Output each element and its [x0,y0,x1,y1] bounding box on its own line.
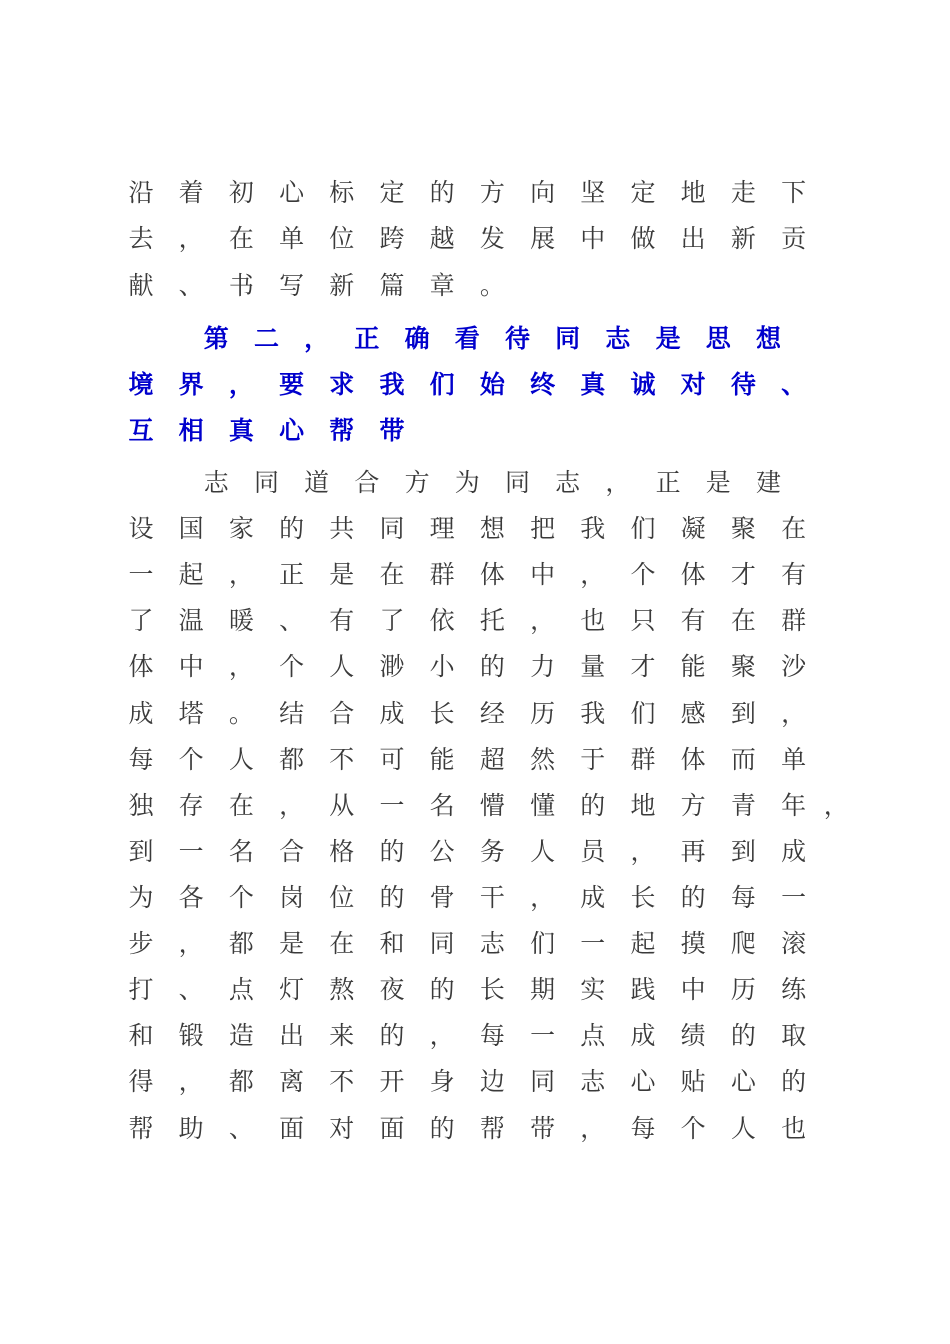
text-char: ， [630,837,656,866]
text-char: 历 [730,975,756,1004]
text-char: 了 [128,606,154,635]
text-char: 个 [178,745,204,774]
text-char: 长 [630,883,656,912]
text-char: 坚 [580,178,606,207]
text-char: 单 [781,745,807,774]
text-char: 而 [730,745,756,774]
text-char: 下 [781,178,807,207]
text-char: ， [580,560,606,589]
text-char: 、 [279,606,305,635]
text-char: ， [580,1114,606,1143]
text-line [0,219,950,259]
text-char: 献 [128,271,154,300]
text-char: 有 [781,560,807,589]
text-char: 都 [228,1067,254,1096]
text-char: 群 [781,606,807,635]
text-char: 的 [429,1114,455,1143]
text-char: 的 [479,652,505,681]
text-char: 岗 [279,883,305,912]
text-char: ， [304,324,330,353]
text-char: 真 [580,370,606,399]
text-char: 走 [730,178,756,207]
text-char: 去 [128,224,154,253]
text-char: 在 [228,224,254,253]
text-char: 心 [279,416,305,445]
section-heading-line [0,411,950,451]
text-char: 中 [178,652,204,681]
text-char: 书 [228,271,254,300]
text-char: 个 [680,1114,706,1143]
text-char: 青 [730,791,756,820]
text-line [0,970,950,1010]
text-char: 锻 [178,1021,204,1050]
text-char: 在 [379,560,405,589]
text-char: 各 [178,883,204,912]
text-char: 求 [329,370,355,399]
text-char: 在 [781,514,807,543]
text-char: 历 [530,699,556,728]
text-char: 从 [329,791,355,820]
text-char: ， [279,791,305,820]
text-char: 帮 [128,1114,154,1143]
text-char: 为 [128,883,154,912]
text-char: 。 [228,699,254,728]
text-char: 志 [580,1067,606,1096]
text-char: 懵 [479,791,505,820]
text-line [0,463,950,503]
text-char: 务 [479,837,505,866]
text-char: 一 [128,560,154,589]
text-char: ， [823,791,849,820]
text-char: 。 [479,271,505,300]
text-char: 名 [429,791,455,820]
text-char: 同 [379,514,405,543]
text-char: 志 [479,929,505,958]
text-char: 心 [730,1067,756,1096]
text-char: 聚 [730,514,756,543]
text-line [0,878,950,918]
text-char: 中 [680,975,706,1004]
text-char: 结 [279,699,305,728]
text-char: ， [178,1067,204,1096]
text-char: ， [178,224,204,253]
text-char: 地 [680,178,706,207]
text-char: 的 [379,883,405,912]
text-char: 才 [630,652,656,681]
text-char: 定 [379,178,405,207]
text-char: 一 [580,929,606,958]
text-char: 灯 [279,975,305,1004]
text-char: 向 [530,178,556,207]
text-char: 出 [279,1021,305,1050]
text-char: 步 [128,929,154,958]
text-char: 待 [730,370,756,399]
text-char: 是 [329,560,355,589]
text-char: 一 [379,791,405,820]
text-char: 力 [530,652,556,681]
text-char: 是 [279,929,305,958]
text-char: 同 [530,1067,556,1096]
text-char: 人 [730,1114,756,1143]
text-char: ， [228,652,254,681]
text-char: 的 [429,975,455,1004]
text-char: 着 [178,178,204,207]
text-char: 成 [128,699,154,728]
text-char: 渺 [379,652,405,681]
text-char: 成 [379,699,405,728]
text-char: 第 [203,324,229,353]
text-char: 越 [429,224,455,253]
text-char: 人 [228,745,254,774]
text-char: 到 [128,837,154,866]
text-char: 来 [329,1021,355,1050]
text-char: 的 [379,1021,405,1050]
text-line [0,601,950,641]
text-char: 造 [228,1021,254,1050]
text-char: 真 [228,416,254,445]
text-char: 章 [429,271,455,300]
text-char: 带 [530,1114,556,1143]
text-char: 聚 [730,652,756,681]
text-char: 超 [479,745,505,774]
text-char: 不 [329,745,355,774]
text-char: 到 [730,837,756,866]
text-char: 相 [178,416,204,445]
text-char: 得 [128,1067,154,1096]
text-char: 共 [329,514,355,543]
text-char: 打 [128,975,154,1004]
text-char: 群 [429,560,455,589]
text-char: 志 [605,324,631,353]
text-char: 期 [530,975,556,1004]
text-char: 是 [655,324,681,353]
text-char: 始 [479,370,505,399]
text-char: 帮 [479,1114,505,1143]
text-char: 正 [279,560,305,589]
text-char: 群 [630,745,656,774]
text-char: 一 [530,1021,556,1050]
text-char: 长 [429,699,455,728]
text-char: 志 [203,468,229,497]
text-char: 设 [128,514,154,543]
text-line [0,173,950,213]
text-char: 才 [730,560,756,589]
text-char: 练 [781,975,807,1004]
text-char: 身 [429,1067,455,1096]
text-char: 贴 [680,1067,706,1096]
text-char: 小 [429,652,455,681]
text-char: ， [530,606,556,635]
text-char: 同 [504,468,530,497]
text-char: 发 [479,224,505,253]
text-char: 建 [755,468,781,497]
text-char: 们 [630,514,656,543]
text-char: 正 [354,324,380,353]
text-char: 依 [429,606,455,635]
text-char: 于 [580,745,606,774]
text-char: 开 [379,1067,405,1096]
text-char: 的 [580,791,606,820]
text-char: 绩 [680,1021,706,1050]
text-char: 每 [630,1114,656,1143]
text-char: 帮 [329,416,355,445]
text-char: 只 [630,606,656,635]
text-char: 单 [279,224,305,253]
text-char: ， [228,560,254,589]
text-char: 合 [279,837,305,866]
text-char: 可 [379,745,405,774]
text-char: 格 [329,837,355,866]
text-char: 国 [178,514,204,543]
text-char: 标 [329,178,355,207]
text-char: 方 [479,178,505,207]
text-char: 也 [781,1114,807,1143]
text-char: 篇 [379,271,405,300]
section-heading-line [0,365,950,405]
text-char: 个 [279,652,305,681]
text-char: 、 [228,1114,254,1143]
text-line [0,509,950,549]
text-char: 一 [178,837,204,866]
text-char: 心 [279,178,305,207]
text-char: 新 [329,271,355,300]
text-char: 量 [580,652,606,681]
text-char: 能 [680,652,706,681]
text-char: 同 [429,929,455,958]
text-char: 心 [630,1067,656,1096]
text-char: 家 [228,514,254,543]
text-char: 摸 [680,929,706,958]
text-char: ， [530,883,556,912]
text-char: 干 [479,883,505,912]
text-char: 、 [781,370,807,399]
text-line [0,1109,950,1149]
text-char: 思 [705,324,731,353]
text-line [0,266,950,306]
text-char: 想 [479,514,505,543]
text-char: 感 [680,699,706,728]
text-char: 爬 [730,929,756,958]
text-char: 有 [329,606,355,635]
text-char: 公 [429,837,455,866]
text-char: 然 [530,745,556,774]
text-char: 点 [228,975,254,1004]
text-char: 骨 [429,883,455,912]
section-heading-line [0,319,950,359]
text-char: 在 [730,606,756,635]
text-char: 我 [580,699,606,728]
text-char: 面 [379,1114,405,1143]
text-char: 起 [178,560,204,589]
text-char: 经 [479,699,505,728]
text-char: 每 [730,883,756,912]
text-char: 了 [379,606,405,635]
text-char: 助 [178,1114,204,1143]
text-char: 沿 [128,178,154,207]
text-char: 取 [781,1021,807,1050]
text-char: 、 [178,975,204,1004]
text-char: 边 [479,1067,505,1096]
text-char: ， [228,370,254,399]
text-char: 名 [228,837,254,866]
text-char: 成 [580,883,606,912]
text-char: 中 [580,224,606,253]
text-char: 们 [530,929,556,958]
text-char: 新 [730,224,756,253]
text-line [0,647,950,687]
text-line [0,694,950,734]
text-char: 托 [479,606,505,635]
text-char: 员 [580,837,606,866]
text-char: 的 [781,1067,807,1096]
text-char: 成 [781,837,807,866]
text-char: 不 [329,1067,355,1096]
text-char: 到 [730,699,756,728]
text-char: 能 [429,745,455,774]
text-char: 境 [128,370,154,399]
text-line [0,740,950,780]
text-char: 道 [304,468,330,497]
text-char: 在 [329,929,355,958]
text-char: 位 [329,883,355,912]
text-char: 贡 [781,224,807,253]
text-char: 人 [530,837,556,866]
text-char: 都 [279,745,305,774]
text-char: 把 [530,514,556,543]
text-char: 合 [329,699,355,728]
text-char: 在 [228,791,254,820]
text-char: 想 [755,324,781,353]
text-char: 确 [404,324,430,353]
text-char: 起 [630,929,656,958]
text-char: 初 [228,178,254,207]
text-char: 同 [253,468,279,497]
text-char: 年 [781,791,807,820]
text-char: 待 [504,324,530,353]
text-char: 践 [630,975,656,1004]
text-char: 方 [404,468,430,497]
text-char: 夜 [379,975,405,1004]
text-char: 位 [329,224,355,253]
text-char: 合 [354,468,380,497]
text-char: 滚 [781,929,807,958]
text-char: 实 [580,975,606,1004]
text-char: 点 [580,1021,606,1050]
text-char: 是 [705,468,731,497]
text-char: 、 [178,271,204,300]
text-char: 诚 [630,370,656,399]
text-char: 出 [680,224,706,253]
text-char: 做 [630,224,656,253]
text-char: 和 [379,929,405,958]
text-char: 每 [479,1021,505,1050]
text-char: ， [605,468,631,497]
text-char: 定 [630,178,656,207]
text-line [0,924,950,964]
text-char: 写 [279,271,305,300]
text-char: 二 [253,324,279,353]
text-char: 界 [178,370,204,399]
text-char: ， [781,699,807,728]
text-char: 我 [580,514,606,543]
text-char: 独 [128,791,154,820]
text-char: 体 [680,745,706,774]
text-char: 体 [128,652,154,681]
text-char: 凝 [680,514,706,543]
text-char: 沙 [781,652,807,681]
text-char: 我 [379,370,405,399]
text-char: 跨 [379,224,405,253]
text-char: 的 [279,514,305,543]
text-char: 每 [128,745,154,774]
text-char: 也 [580,606,606,635]
text-char: 熬 [329,975,355,1004]
text-char: 再 [680,837,706,866]
text-line [0,1062,950,1102]
text-char: 成 [630,1021,656,1050]
text-char: 方 [680,791,706,820]
text-char: 的 [730,1021,756,1050]
text-char: 长 [479,975,505,1004]
text-char: 个 [630,560,656,589]
text-char: 暖 [228,606,254,635]
text-char: 的 [379,837,405,866]
text-char: 为 [454,468,480,497]
text-char: 要 [279,370,305,399]
text-char: 人 [329,652,355,681]
text-line [0,832,950,872]
text-line [0,786,950,826]
text-char: ， [178,929,204,958]
text-char: 互 [128,416,154,445]
text-char: 塔 [178,699,204,728]
text-char: 对 [329,1114,355,1143]
text-char: 离 [279,1067,305,1096]
text-char: 理 [429,514,455,543]
text-char: 看 [454,324,480,353]
text-char: 体 [680,560,706,589]
text-char: 们 [630,699,656,728]
text-char: 存 [178,791,204,820]
text-char: 志 [555,468,581,497]
text-char: 的 [429,178,455,207]
text-char: 和 [128,1021,154,1050]
text-char: 对 [680,370,706,399]
text-char: 都 [228,929,254,958]
text-char: 终 [530,370,556,399]
text-char: 有 [680,606,706,635]
text-char: ， [429,1021,455,1050]
text-char: 个 [228,883,254,912]
text-char: 展 [530,224,556,253]
text-line [0,1016,950,1056]
text-char: 们 [429,370,455,399]
text-char: 的 [680,883,706,912]
text-char: 一 [781,883,807,912]
text-char: 带 [379,416,405,445]
text-char: 正 [655,468,681,497]
text-char: 同 [555,324,581,353]
text-char: 中 [530,560,556,589]
text-line [0,555,950,595]
text-char: 地 [630,791,656,820]
text-char: 温 [178,606,204,635]
text-char: 懂 [530,791,556,820]
text-char: 面 [279,1114,305,1143]
text-char: 体 [479,560,505,589]
